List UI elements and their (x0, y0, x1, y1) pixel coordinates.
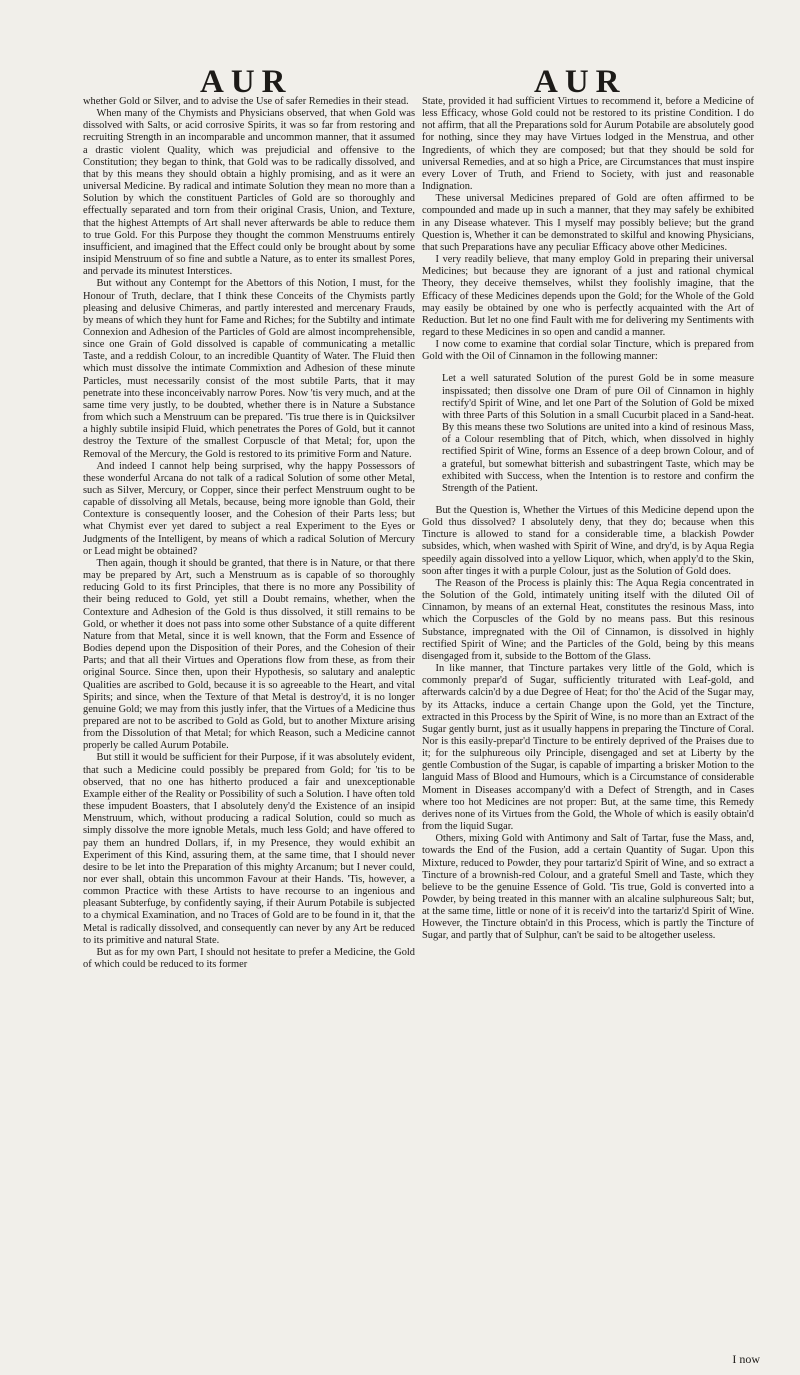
paragraph: These universal Medicines prepared of Gold are often affirmed to be compounded and made up in such a manner, that they may safely be exhibited in any Disease whatever. This I myself may possibly believe; but the grand Question is, Whether it can be demonstrated to skilful and knowing Physicians, that such Preparations have any peculiar Efficacy above other Medicines. (422, 193, 754, 253)
paragraph: I very readily believe, that many employ Gold in preparing their universal Medicines; but because they are ignorant of a just and rational chymical Theory, they deceive themselves, whilst they foolishly imagine, that the Efficacy of these Medicines depends upon the Gold; for the Whole of the Gold may easily be obtained by one who is perfectly acquainted with the Art of Reduction. But let no one find Fault with me for delivering my Sentiments with regard to these Medicines in so open and candid a manner. (422, 254, 754, 338)
recipe-block: Let a well saturated Solution of the purest Gold be in some measure inspissated; then dissolve one Dram of pure Oil of Cinnamon in highly rectify'd Spirit of Wine, and let one Part of the Solution of Gold be mixed with three Parts of this Solution in a small Cucurbit placed in a Sand-heat. By this means these two Solutions are united into a kind of resinous Mass, of a Colour resembling that of Pitch, which, when dissolved in highly rectified Spirit of Wine, forms an Essence of a deep brown Colour, and of a grateful, but somewhat bitterish and subastringent Taste, which may be exhibited with Success, when the Intention is to restore and confirm the Strength of the Patient. (442, 373, 754, 494)
paragraph: Others, mixing Gold with Antimony and Salt of Tartar, fuse the Mass, and, towards the End of the Fusion, add a certain Quantity of Sugar. Upon this Mixture, reduced to Powder, they pour tartariz'd Spirit of Wine, and so extract a Tincture of a brownish-red Colour, and a grateful Smell and Taste, which they believe to be the genuine Essence of Gold. 'Tis true, Gold is converted into a Powder, by being treated in this manner with an alcaline sulphureous Salt; but, at the same time, little or none of it is receiv'd into the tartariz'd Spirit of Wine. However, the Tincture obtain'd in this Process, which is partly the Tincture of Sugar, and partly that of Sulphur, can't be said to be altogether useless. (422, 833, 754, 942)
paragraph: State, provided it had sufficient Virtues to recommend it, before a Medicine of less Efficacy, whose Gold could not be restored to its pristine Condition. I do not affirm, that all the Preparations sold for Aurum Potabile are absolutely good for nothing, since they may have Virtues lodged in the Menstrua, and other Ingredients, of which they are composed; but that they should be sold for universal Remedies, and at so high a Price, are Circumstances that must inspire every Lover of Truth, and Friend to Society, with just and reasonable Indignation. (422, 96, 754, 193)
paragraph: But still it would be sufficient for their Purpose, if it was absolutely evident, that such a Medicine could possibly be prepared from Gold; for 'tis to be observed, that no one has hitherto produced a fair and unexceptionable Example either of the Reality or Possibility of such a Solution. I have often told these impudent Boasters, that I absolutely deny'd the Existence of an insipid Menstruum, which, without producing a radical Solution, could so much as simply dissolve the more ignoble Metals, much less Gold; and have offered to pay them an hundred Dollars, if, in my Presence, they would exhibit an Experiment of this Kind, assuring them, at the same time, that I should never desire to be let into the Preparation of this mighty Arcanum; but I never could, nor ever shall, obtain this uncommon Favour at their Hands. 'Tis, however, a common Practice with these Artists to have recourse to an ingenious and pleasant Subterfuge, by confidently saying, if their Aurum Potabile is subjected to a chymical Examination, and no Traces of Gold are to be found in it, that the Metal is radically dissolved, and consequently can never by any Art be reduced to its primitive and natural State. (83, 752, 415, 946)
left-column (83, 96, 415, 971)
paragraph: When many of the Chymists and Physicians observed, that when Gold was dissolved with Salts, or acid corrosive Spirits, it was so far from restoring and recruiting Strength in an incomparable and uncommon manner, that it assumed a drastic violent Quality, which was prejudicial and offensive to the Constitution; they began to think, that Gold was to be radically dissolved, and that by this means they should obtain a highly promising, and as it were an universal Medicine. By radical and intimate Solution they mean no more than a Solution by which the constituent Particles of Gold are so thoroughly and effectually separated and torn from their original Crasis, Union, and Texture, that the highest Attempts of Art shall never afterwards be able to reduce them to true Gold. For this Purpose they thought the common Menstruums entirely insufficient, and imagined that the Effect could only be brought about by some insipid Menstruum of so fine and subtle a Nature, as to enter its smallest Pores, and pervade its minutest Interstices. (83, 108, 415, 278)
paragraph: And indeed I cannot help being surprised, why the happy Possessors of these wonderful Arcana do not talk of a radical Solution of some other Metal, such as Silver, Mercury, or Copper, since their perfect Menstruum ought to be capable of dissolving all Metals, because, being more ignoble than Gold, their Contexture is consequently looser, and the Cohesion of their Parts less; but what Chymist ever yet dared to subject a real Experiment to the Eyes or Judgments of the Intelligent, by means of which a radical Solution of Mercury or Lead might be obtained? (83, 460, 415, 557)
paragraph: In like manner, that Tincture partakes very little of the Gold, which is commonly prepar'd of Sugar, sufficiently triturated with Leaf-gold, and afterwards calcin'd by a due Degree of Heat; for tho' the Acid of the Sugar may, by its Attacks, induce a certain Change upon the Gold, yet the Tincture, extracted in this Process by the Spirit of Wine, is no more than an Extract of the Sugar gently burnt, just as it usually happens in preparing the Tincture of Coral. Nor is this easily-prepar'd Tincture to be entirely deprived of the Praises due to it; for the sulphureous oily Principle, disengaged and set at Liberty by the gentle Combustion of the Sugar, is capable of imparting a brisker Motion to the languid Mass of Blood and Humours, which is a Circumstance of considerable Moment in Diseases accompany'd with a Defect of Strength, and in Cases where too hot Medicines are not proper: But, at the same time, this Remedy derives none of its Virtues from the Gold, the Whole of which is easily obtain'd from the liquid Sugar. (422, 663, 754, 833)
paragraph: But as for my own Part, I should not hesitate to prefer a Medicine, the Gold of which could be reduced to its former (83, 946, 415, 971)
right-column (422, 96, 754, 943)
paragraph: whether Gold or Silver, and to advise the Use of safer Remedies in their stead. (83, 96, 409, 107)
paragraph: But the Question is, Whether the Virtues of this Medicine depend upon the Gold thus dissolved? I absolutely deny, that they do; because when this Tincture is allowed to stand for a considerable time, a blackish Powder subsides, which, when washed with Spirit of Wine, and dry'd, is by Aqua Regia speedily again dissolved into a yellow Liquor, which, when apply'd to the Skin, soon after tinges it with a purple Colour, just as the Solution of Gold does. (422, 505, 754, 577)
paragraph: But without any Contempt for the Abettors of this Notion, I must, for the Honour of Truth, declare, that I think these Conceits of the Chymists partly pleasing and delusive Chimeras, and partly interested and mercenary Frauds, by means of which they hunt for Fame and Riches; for the Subtilty and intimate Connexion and Adhesion of the Particles of Gold are almost incomprehensible, since one Grain of Gold dissolved is capable of communicating a metallic Taste, and a reddish Colour, to an incredible Quantity of Water. The Fluid then which must dissolve the intimate Commixtion and Adhesion of these minute Particles, must necessarily consist of the most subtile Parts, that it may penetrate into these inconceivably narrow Pores. Now 'tis very much, and at the same time very justly, to be doubted, whether there is in Nature a Substance from which such a Menstruum can be prepared. 'Tis true there is in Quicksilver a highly subtile insipid Fluid, which penetrates the Pores of Gold, but it cannot destroy the Texture of the smallest Corpuscle of that Metal; for, upon the Removal of the Mercury, the Gold is restored to its primitive Form and Nature. (83, 278, 415, 460)
running-head-right: AUR (534, 64, 627, 100)
paragraph: Then again, though it should be granted, that there is in Nature, or that there may be prepared by Art, such a Menstruum as is capable of so thoroughly reducing Gold to its first Principles, that there is no more any Possibility of their being reduced to Gold, yet still a Doubt remains, whether, when the Contexture and Adhesion of the Gold is thus dissolved, it still remains to be Gold, or whether it does not pass into some other Substance of a quite different Nature from that Metal, since it is well known, that the Form and Essence of Bodies depend upon the Disposition of their Pores, and the Cohesion of their Parts; and that all their Virtues and Operations flow from these, as from their original Source. Since then, upon their Hypothesis, so salutary and analeptic Qualities are ascribed to Gold, because it is so agreeable to the Heart, and vital Spirits; and since, when the Texture of that Metal is destroy'd, it is no longer genuine Gold; we may from this justly infer, that the Virtues of a Medicine thus prepared are not to be ascribed to Gold as Gold, but to another Mixture arising from the Dissolution of that Metal; for which Reason, such a Medicine cannot properly be called Aurum Potabile. (83, 557, 415, 752)
catchword: I now (732, 1352, 760, 1366)
paragraph: The Reason of the Process is plainly this: The Aqua Regia concentrated in the Solution of the Gold, intimately uniting itself with the diluted Oil of Cinnamon, by means of an external Heat, constitutes the resinous Mass, into which the Corpuscles of the Gold by no means pass. But this resinous Substance, impregnated with the Oil of Cinnamon, is dissolved in highly rectified Spirit of Wine; and the Particles of the Gold, being by this means disengaged from it, subside to the Bottom of the Glass. (422, 577, 754, 662)
running-head-left: AUR (200, 64, 293, 100)
paragraph: I now come to examine that cordial solar Tincture, which is prepared from Gold with the Oil of Cinnamon in the following manner: (422, 339, 754, 363)
